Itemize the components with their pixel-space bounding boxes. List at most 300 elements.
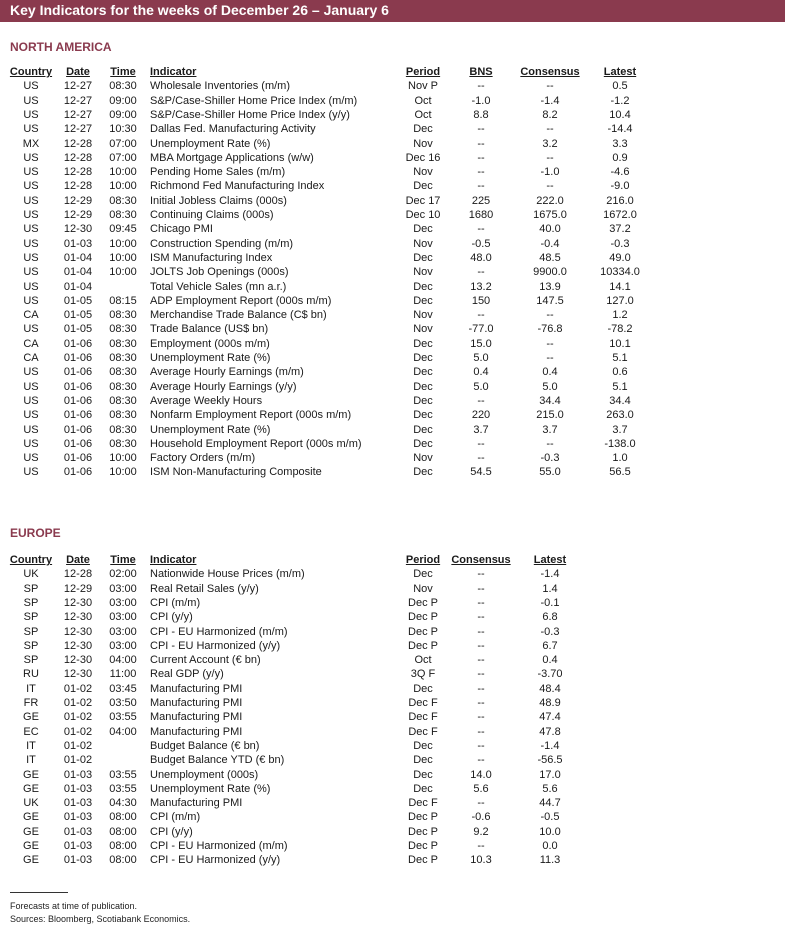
cell-consensus: -- [546, 437, 554, 450]
cell-country: GE [23, 840, 39, 852]
cell-indicator: Nonfarm Employment Report (000s m/m) [150, 409, 352, 422]
header-consensus: Consensus [451, 554, 511, 566]
cell-country: CA [23, 309, 39, 322]
cell-date: 01-05 [63, 323, 93, 336]
cell-consensus: -- [546, 180, 554, 193]
cell-time: 08:30 [109, 380, 137, 393]
cell-country: RU [23, 668, 39, 681]
cell-date: 01-03 [63, 797, 93, 810]
cell-latest: 10334.0 [600, 266, 640, 279]
cell-bns: -- [477, 80, 485, 93]
header-consensus: Consensus [520, 66, 580, 78]
cell-bns: -- [477, 394, 485, 407]
cell-country: SP [23, 596, 39, 609]
cell-latest: -1.2 [610, 94, 630, 107]
cell-date: 12-29 [63, 194, 93, 207]
cell-period: Dec 10 [405, 209, 441, 221]
cell-date: 01-06 [63, 423, 93, 436]
cell-indicator: CPI - EU Harmonized (y/y) [150, 639, 281, 652]
cell-period: Nov [413, 237, 433, 250]
cell-indicator: Pending Home Sales (m/m) [150, 166, 286, 179]
cell-time: 10:00 [109, 166, 137, 179]
cell-bns: -- [477, 137, 485, 150]
cell-country: MX [22, 137, 40, 150]
cell-time: 08:30 [109, 194, 137, 207]
cell-bns: -- [477, 452, 485, 465]
cell-indicator: ISM Manufacturing Index [150, 251, 273, 264]
cell-time: 04:30 [109, 797, 137, 810]
cell-period: Nov [413, 166, 433, 179]
cell-date: 01-06 [63, 337, 93, 350]
cell-indicator: CPI (y/y) [150, 611, 193, 624]
cell-consensus: -- [477, 697, 485, 709]
cell-indicator: Real GDP (y/y) [150, 668, 224, 681]
cell-date: 12-30 [63, 611, 93, 624]
cell-country: US [23, 266, 39, 279]
cell-indicator: Budget Balance (€ bn) [150, 739, 260, 752]
cell-latest: -56.5 [537, 754, 563, 767]
cell-time: 08:30 [109, 309, 137, 322]
cell-latest: 10.4 [609, 108, 631, 121]
cell-date: 01-02 [63, 725, 93, 738]
cell-period: Dec [413, 337, 433, 350]
cell-latest: -1.4 [540, 739, 560, 752]
cell-date: 12-28 [63, 151, 93, 164]
cell-consensus: -- [546, 337, 554, 350]
cell-consensus: -- [477, 725, 485, 738]
cell-date: 01-06 [63, 352, 93, 364]
cell-time: 03:00 [109, 582, 137, 595]
cell-country: SP [23, 611, 39, 624]
cell-indicator: MBA Mortgage Applications (w/w) [150, 151, 314, 164]
cell-consensus: -- [477, 639, 485, 652]
cell-indicator: Average Hourly Earnings (m/m) [150, 366, 304, 379]
cell-date: 01-05 [63, 294, 93, 307]
cell-indicator: Nationwide House Prices (m/m) [150, 568, 305, 581]
header-country: Country [9, 66, 53, 78]
cell-date: 01-03 [63, 811, 93, 824]
cell-country: US [23, 380, 39, 393]
cell-period: Dec F [408, 711, 438, 724]
cell-latest: 6.7 [542, 639, 558, 652]
cell-consensus: -0.3 [540, 452, 560, 465]
header-date: Date [66, 66, 90, 78]
cell-consensus: -- [477, 797, 485, 810]
cell-consensus: 5.6 [473, 782, 489, 795]
title-banner [0, 0, 785, 22]
cell-period: Nov P [408, 80, 438, 93]
header-latest: Latest [533, 554, 567, 566]
cell-date: 12-27 [63, 80, 93, 93]
cell-latest: 216.0 [606, 194, 634, 207]
cell-bns: -0.5 [471, 237, 491, 250]
cell-period: Dec P [408, 596, 438, 609]
cell-latest: 3.3 [612, 137, 628, 150]
cell-country: CA [23, 337, 39, 350]
cell-indicator: Factory Orders (m/m) [150, 452, 256, 465]
cell-time: 10:00 [109, 237, 137, 250]
cell-latest: -138.0 [604, 437, 636, 450]
cell-time: 09:00 [109, 94, 137, 107]
cell-time: 08:30 [109, 409, 137, 422]
cell-period: Dec [413, 251, 433, 264]
cell-country: IT [26, 739, 36, 752]
cell-bns: 48.0 [470, 251, 492, 264]
cell-country: US [23, 80, 39, 93]
cell-country: CA [23, 352, 39, 364]
cell-bns: 225 [471, 194, 491, 207]
cell-latest: 127.0 [606, 294, 634, 307]
cell-country: US [23, 251, 39, 264]
cell-bns: -- [477, 166, 485, 179]
header-latest: Latest [603, 66, 637, 78]
cell-indicator: CPI (y/y) [150, 825, 193, 838]
cell-consensus: 0.4 [542, 366, 558, 379]
cell-country: GE [23, 854, 39, 867]
cell-consensus: -- [477, 668, 485, 681]
cell-bns: -- [477, 151, 485, 164]
cell-consensus: -- [477, 711, 485, 724]
cell-time: 08:15 [109, 294, 137, 307]
cell-indicator: Unemployment Rate (%) [150, 352, 271, 364]
cell-latest: -0.3 [540, 625, 560, 638]
cell-time: 03:00 [109, 639, 137, 652]
cell-consensus: -- [546, 309, 554, 322]
cell-country: US [23, 409, 39, 422]
cell-consensus: -- [546, 123, 554, 136]
cell-period: Dec [413, 352, 433, 364]
cell-country: US [23, 294, 39, 307]
cell-country: US [23, 166, 39, 179]
cell-consensus: 215.0 [536, 409, 564, 422]
cell-bns: -- [477, 309, 485, 322]
cell-indicator: S&P/Case-Shiller Home Price Index (y/y) [150, 108, 350, 121]
cell-time: 08:00 [109, 840, 137, 852]
cell-country: UK [23, 568, 39, 581]
cell-latest: 1672.0 [603, 209, 637, 221]
cell-country: GE [23, 825, 39, 838]
cell-bns: -- [477, 223, 485, 236]
cell-date: 12-28 [63, 568, 93, 581]
header-time: Time [110, 66, 136, 78]
cell-country: US [23, 108, 39, 121]
cell-time: 08:30 [109, 337, 137, 350]
cell-period: Dec [413, 380, 433, 393]
cell-period: Nov [413, 582, 433, 595]
cell-indicator: Merchandise Trade Balance (C$ bn) [150, 309, 327, 322]
cell-period: Nov [413, 452, 433, 465]
cell-latest: 1.0 [612, 452, 628, 465]
cell-latest: 11.3 [539, 854, 561, 867]
cell-latest: -78.2 [607, 323, 633, 336]
cell-country: SP [23, 639, 39, 652]
cell-consensus: -- [546, 352, 554, 364]
cell-period: Dec [413, 366, 433, 379]
header-bns: BNS [469, 66, 493, 78]
cell-time: 10:00 [109, 466, 137, 479]
cell-period: Dec 17 [405, 194, 441, 207]
cell-indicator: CPI (m/m) [150, 811, 201, 824]
cell-latest: 48.9 [539, 697, 561, 709]
cell-time: 08:30 [109, 80, 137, 93]
cell-consensus: -- [477, 596, 485, 609]
cell-period: Dec [413, 739, 433, 752]
cell-date: 12-30 [63, 639, 93, 652]
cell-country: US [23, 209, 39, 221]
cell-bns: 1680 [468, 209, 494, 221]
cell-latest: 10.0 [539, 825, 561, 838]
cell-period: Oct [414, 94, 432, 107]
cell-time: 08:00 [109, 825, 137, 838]
cell-time: 07:00 [109, 137, 137, 150]
cell-date: 01-06 [63, 452, 93, 465]
cell-country: US [23, 223, 39, 236]
cell-latest: -9.0 [610, 180, 630, 193]
cell-date: 01-06 [63, 437, 93, 450]
cell-indicator: Initial Jobless Claims (000s) [150, 194, 287, 207]
cell-period: Dec P [408, 840, 438, 852]
cell-latest: 3.7 [612, 423, 628, 436]
cell-period: Nov [413, 309, 433, 322]
cell-latest: 14.1 [609, 280, 631, 293]
cell-country: US [23, 151, 39, 164]
cell-time: 08:00 [109, 811, 137, 824]
cell-consensus: -0.6 [471, 811, 491, 824]
cell-latest: 48.4 [539, 682, 561, 695]
cell-country: US [23, 366, 39, 379]
footnote-forecasts: Forecasts at time of publication. [10, 901, 138, 911]
cell-country: US [23, 437, 39, 450]
cell-period: Dec 16 [405, 151, 441, 164]
cell-date: 12-29 [63, 209, 93, 221]
cell-date: 12-27 [63, 108, 93, 121]
cell-date: 01-03 [63, 782, 93, 795]
cell-indicator: Real Retail Sales (y/y) [150, 582, 259, 595]
cell-time: 11:00 [109, 668, 137, 681]
cell-consensus: -- [546, 151, 554, 164]
cell-period: Dec [413, 294, 433, 307]
cell-period: Dec [413, 768, 433, 781]
cell-time: 04:00 [109, 654, 137, 667]
cell-period: Dec [413, 782, 433, 795]
cell-consensus: -- [477, 682, 485, 695]
cell-period: Dec F [408, 697, 438, 709]
cell-bns: 220 [471, 409, 491, 422]
cell-consensus: -- [546, 80, 554, 93]
cell-latest: 44.7 [539, 797, 561, 810]
cell-time: 10:30 [109, 123, 137, 136]
cell-latest: 17.0 [539, 768, 561, 781]
cell-country: SP [23, 654, 39, 667]
cell-country: GE [23, 711, 39, 724]
cell-country: US [23, 94, 39, 107]
cell-indicator: ADP Employment Report (000s m/m) [150, 294, 332, 307]
cell-date: 12-27 [63, 123, 93, 136]
cell-country: US [23, 423, 39, 436]
cell-period: Dec P [408, 639, 438, 652]
cell-time: 03:55 [109, 711, 137, 724]
cell-date: 01-02 [63, 739, 93, 752]
cell-consensus: 14.0 [470, 768, 492, 781]
cell-country: US [23, 180, 39, 193]
cell-period: Dec P [408, 611, 438, 624]
cell-period: Dec [413, 568, 433, 581]
cell-period: Dec [413, 123, 433, 136]
cell-date: 01-06 [63, 366, 93, 379]
cell-country: UK [23, 797, 39, 810]
cell-country: US [23, 394, 39, 407]
cell-latest: 5.1 [612, 352, 628, 364]
cell-time: 08:30 [109, 437, 137, 450]
cell-indicator: Total Vehicle Sales (mn a.r.) [150, 280, 287, 293]
cell-country: US [23, 280, 39, 293]
cell-latest: -0.5 [540, 811, 560, 824]
cell-date: 01-06 [63, 380, 93, 393]
cell-date: 12-30 [63, 223, 93, 236]
cell-period: Dec [413, 409, 433, 422]
cell-country: FR [23, 697, 39, 709]
cell-latest: 34.4 [609, 394, 631, 407]
north-america-heading: NORTH AMERICA [10, 40, 112, 54]
cell-period: Oct [414, 108, 432, 121]
cell-date: 12-30 [63, 625, 93, 638]
cell-latest: 0.5 [612, 80, 628, 93]
cell-indicator: CPI - EU Harmonized (m/m) [150, 840, 288, 852]
cell-latest: 47.4 [539, 711, 561, 724]
cell-consensus: -- [477, 840, 485, 852]
cell-consensus: 1675.0 [533, 209, 567, 221]
cell-bns: 3.7 [473, 423, 489, 436]
cell-latest: 1.2 [612, 309, 628, 322]
cell-period: Dec [413, 223, 433, 236]
page-title: Key Indicators for the weeks of December 26 – January 6 [10, 2, 389, 18]
cell-date: 01-02 [63, 711, 93, 724]
cell-latest: 37.2 [609, 223, 631, 236]
cell-time: 10:00 [109, 251, 137, 264]
cell-consensus: -1.4 [540, 94, 560, 107]
footnote-divider [10, 892, 68, 893]
cell-time: 04:00 [109, 725, 137, 738]
cell-indicator: Richmond Fed Manufacturing Index [150, 180, 325, 193]
cell-indicator: Current Account (€ bn) [150, 654, 261, 667]
cell-period: Nov [413, 266, 433, 279]
cell-time: 03:50 [109, 697, 137, 709]
header-indicator: Indicator [150, 554, 197, 566]
cell-period: Dec F [408, 797, 438, 810]
cell-indicator: Unemployment Rate (%) [150, 137, 271, 150]
cell-latest: -1.4 [540, 568, 560, 581]
cell-period: Oct [414, 654, 432, 667]
cell-latest: 49.0 [609, 251, 631, 264]
cell-country: US [23, 323, 39, 336]
cell-bns: 8.8 [473, 108, 489, 121]
cell-consensus: 222.0 [536, 194, 564, 207]
cell-consensus: 9.2 [473, 825, 489, 838]
cell-consensus: -- [477, 754, 485, 767]
cell-indicator: CPI - EU Harmonized (y/y) [150, 854, 281, 867]
cell-indicator: Trade Balance (US$ bn) [150, 323, 269, 336]
cell-country: IT [26, 754, 36, 767]
cell-latest: -0.1 [540, 596, 560, 609]
cell-country: US [23, 466, 39, 479]
cell-consensus: 9900.0 [533, 266, 567, 279]
cell-consensus: 147.5 [536, 294, 564, 307]
cell-time: 03:55 [109, 782, 137, 795]
cell-period: Dec [413, 394, 433, 407]
cell-consensus: 48.5 [539, 251, 561, 264]
cell-date: 12-29 [63, 582, 93, 595]
cell-time: 03:00 [109, 625, 137, 638]
cell-indicator: Household Employment Report (000s m/m) [150, 437, 362, 450]
cell-consensus: -1.0 [540, 166, 560, 179]
cell-consensus: 13.9 [539, 280, 561, 293]
cell-date: 01-03 [63, 840, 93, 852]
cell-time: 02:00 [109, 568, 137, 581]
cell-bns: 54.5 [470, 466, 492, 479]
cell-indicator: Chicago PMI [150, 223, 213, 236]
cell-country: EC [23, 725, 39, 738]
cell-date: 01-02 [63, 754, 93, 767]
cell-latest: 56.5 [609, 466, 631, 479]
cell-consensus: -- [477, 625, 485, 638]
cell-period: Nov [413, 323, 433, 336]
cell-country: SP [23, 625, 39, 638]
cell-latest: 263.0 [606, 409, 634, 422]
cell-time: 08:30 [109, 352, 137, 364]
cell-consensus: 8.2 [542, 108, 558, 121]
cell-bns: 150 [471, 294, 491, 307]
cell-country: US [23, 194, 39, 207]
cell-country: GE [23, 768, 39, 781]
cell-latest: -0.3 [610, 237, 630, 250]
cell-date: 01-03 [63, 825, 93, 838]
cell-latest: 0.9 [612, 151, 628, 164]
header-period: Period [405, 554, 441, 566]
cell-date: 01-02 [63, 682, 93, 695]
cell-indicator: Unemployment (000s) [150, 768, 259, 781]
cell-indicator: Unemployment Rate (%) [150, 782, 271, 795]
cell-time: 10:00 [109, 180, 137, 193]
cell-bns: -- [477, 437, 485, 450]
cell-latest: 0.4 [542, 654, 558, 667]
cell-indicator: JOLTS Job Openings (000s) [150, 266, 289, 279]
cell-date: 01-03 [63, 237, 93, 250]
cell-period: Dec [413, 180, 433, 193]
cell-indicator: Continuing Claims (000s) [150, 209, 274, 221]
cell-period: 3Q F [410, 668, 436, 681]
cell-period: Dec P [408, 625, 438, 638]
cell-consensus: 40.0 [539, 223, 561, 236]
cell-consensus: -- [477, 568, 485, 581]
cell-latest: 5.1 [612, 380, 628, 393]
cell-consensus: -- [477, 654, 485, 667]
cell-bns: 0.4 [473, 366, 489, 379]
cell-period: Dec [413, 682, 433, 695]
cell-consensus: 5.0 [542, 380, 558, 393]
cell-date: 12-28 [63, 137, 93, 150]
cell-period: Dec [413, 280, 433, 293]
cell-date: 01-03 [63, 768, 93, 781]
cell-time: 09:00 [109, 108, 137, 121]
cell-consensus: -0.4 [540, 237, 560, 250]
cell-time: 10:00 [109, 452, 137, 465]
header-time: Time [110, 554, 136, 566]
cell-country: GE [23, 782, 39, 795]
cell-country: IT [26, 682, 36, 695]
cell-consensus: 55.0 [539, 466, 561, 479]
cell-indicator: Manufacturing PMI [150, 725, 243, 738]
cell-date: 12-28 [63, 166, 93, 179]
